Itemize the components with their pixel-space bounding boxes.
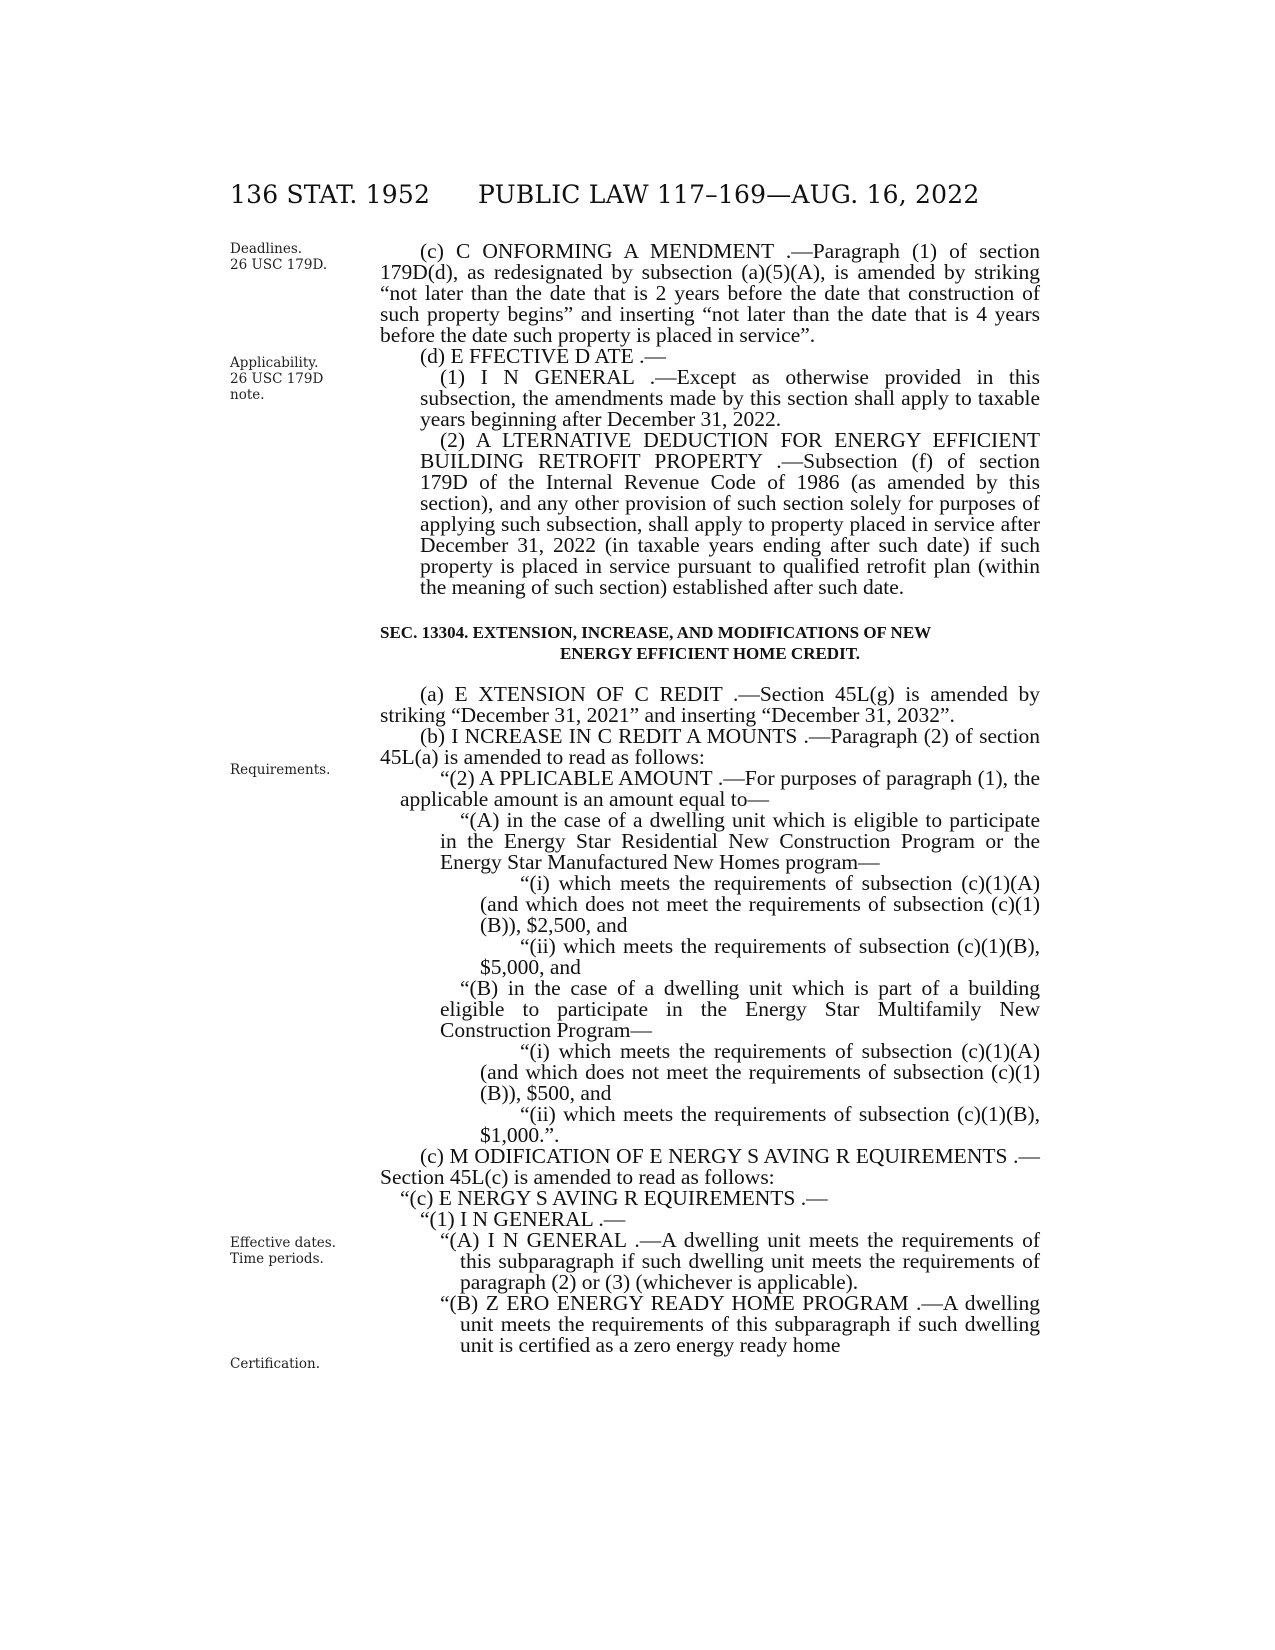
clause-a-i: “(i) which meets the requirements of subsection (c)(1)(A) (and which does not meet the requirements of subsection (c)(1)(B)), $2,500, and: [480, 871, 1040, 937]
subparagraph-a: “(A) I N GENERAL .—A dwelling unit meets the requirements of this subparagraph if such dwelling unit meets the requirements of paragraph (2) or (3) (whichever is applicable).: [440, 1228, 1040, 1294]
clause-a-ii: “(ii) which meets the requirements of subsection (c)(1)(B), $5,000, and: [480, 934, 1040, 979]
paragraph-modification: (c) M ODIFICATION OF E NERGY S AVING R EQUIREMENTS .—Section 45L(c) is amended to read as follows:: [380, 1144, 1040, 1189]
margin-note-line: Deadlines.: [230, 241, 303, 257]
paragraph-increase-in-credit: (b) I NCREASE IN C REDIT A MOUNTS .—Paragraph (2) of section 45L(a) is amended to read as follows:: [380, 724, 1040, 769]
margin-note-line: Applicability.: [230, 355, 319, 371]
subparagraph-b: “(B) Z ERO ENERGY READY HOME PROGRAM .—A dwelling unit meets the requirements of this subparagraph if such dwelling unit is certified as a zero energy ready home: [440, 1291, 1040, 1357]
margin-note-line: Time periods.: [230, 1251, 324, 1267]
margin-note-certification: [230, 1356, 360, 1372]
running-head: PUBLIC LAW 117–169—AUG. 16, 2022: [478, 180, 980, 209]
margin-note-line: Effective dates.: [230, 1235, 336, 1251]
clause-b: “(B) in the case of a dwelling unit which is part of a building eligible to participate in the Energy Star Multifamily New Construction Program—: [440, 976, 1040, 1042]
clause-b-i: “(i) which meets the requirements of subsection (c)(1)(A) (and which does not meet the requirements of subsection (c)(1)(B)), $500, and: [480, 1039, 1040, 1105]
paragraph-extension-of-credit: (a) E XTENSION OF C REDIT .—Section 45L(g) is amended by striking “December 31, 2021” and inserting “December 31, 2032”.: [380, 682, 1040, 727]
statute-body: [380, 241, 1040, 1356]
margin-note-effective-dates: [230, 1235, 360, 1267]
margin-note-deadlines: [230, 241, 360, 273]
margin-note-line: Requirements.: [230, 762, 331, 778]
margin-note-requirements: [230, 762, 360, 778]
paragraph-energy-saving: “(c) E NERGY S AVING R EQUIREMENTS .—: [400, 1186, 828, 1210]
paragraph-1-in-general: “(1) I N GENERAL .—: [420, 1207, 626, 1231]
clause-a: “(A) in the case of a dwelling unit which is eligible to participate in the Energy Star Residential New Construction Program or the Energy Star Manufactured New Homes program—: [440, 808, 1040, 874]
margin-note-line: 26 USC 179D.: [230, 257, 328, 273]
paragraph-alternative-deduction: (2) A LTERNATIVE DEDUCTION FOR ENERGY EFFICIENT BUILDING RETROFIT PROPERTY .—Subsection (f) of section 179D of the Internal Revenue Code of 1986 (as amended by this section), and any other provision of such section solely for purposes of applying such subsection, shall apply to property placed in service after December 31, 2022 (in taxable years ending after such date) if such property is placed in service pursuant to qualified retrofit plan (within the meaning of such section) established after such date.: [420, 428, 1040, 599]
section-heading-line-1: SEC. 13304. EXTENSION, INCREASE, AND MODIFICATIONS OF NEW: [380, 623, 932, 642]
stat-citation: 136 STAT. 1952: [230, 180, 431, 209]
margin-note-line: 26 USC 179D: [230, 371, 324, 387]
section-heading-line-2: ENERGY EFFICIENT HOME CREDIT.: [559, 644, 861, 663]
margin-note-line: note.: [230, 387, 265, 403]
paragraph-in-general: (1) I N GENERAL .—Except as otherwise provided in this subsection, the amendments made by this section shall apply to taxable years beginning after December 31, 2022.: [420, 365, 1040, 431]
paragraph-effective-date: (d) E FFECTIVE D ATE .—: [420, 344, 667, 368]
clause-b-ii: “(ii) which meets the requirements of subsection (c)(1)(B), $1,000.”.: [480, 1102, 1040, 1147]
section-heading: [380, 622, 1040, 664]
paragraph-applicable-amount: “(2) A PPLICABLE AMOUNT .—For purposes of paragraph (1), the applicable amount is an amount equal to—: [400, 766, 1040, 811]
margin-note-applicability: [230, 355, 360, 403]
margin-note-line: Certification.: [230, 1356, 320, 1372]
paragraph-conforming-amendment: (c) C ONFORMING A MENDMENT .—Paragraph (1) of section 179D(d), as redesignated by subsection (a)(5)(A), is amended by striking “not later than the date that is 2 years before the date that construction of such property begins” and inserting “not later than the date that is 4 years before the date such property is placed in service”.: [380, 239, 1040, 347]
